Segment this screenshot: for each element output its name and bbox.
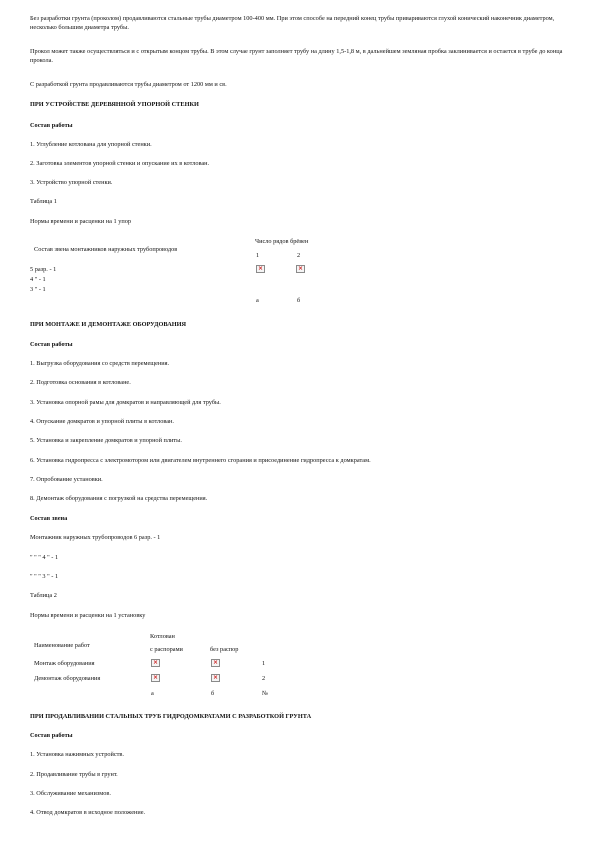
work-step: 4. Опускание домкратов и упорной плиты в котлован. [30, 418, 174, 425]
work-row-name: Монтаж оборудования [34, 660, 95, 667]
table-title: Нормы времени и расценки на 1 упор [30, 218, 132, 225]
crew-row: 3 " - 1 [30, 286, 46, 293]
crew-row: 5 разр. - 1 [30, 266, 57, 273]
broken-image-icon: × [152, 674, 159, 681]
work-step: 1. Выгрузка оборудования со средств перемещения. [30, 360, 170, 367]
table-column-header: Состав звена монтажников наружных трубопроводов [34, 246, 178, 253]
work-step: 6. Установка гидропресса с электромотором или двигателем внутреннего сгорания и присоединение гидропресса к домкратам. [30, 457, 371, 464]
table-label: Таблица 1 [30, 198, 57, 205]
table-column-number: 1 [256, 252, 260, 259]
work-step: 4. Отвод домкратов в исходное положение. [30, 809, 146, 816]
table-group-header: Котлован [150, 633, 175, 640]
broken-image-icon: × [212, 674, 219, 681]
table-subheader: без распор [210, 646, 239, 653]
work-row-name: Демонтаж оборудования [34, 675, 101, 682]
broken-image-icon: × [152, 659, 159, 666]
broken-image-icon: × [257, 265, 264, 272]
work-composition-title: Состав работы [30, 341, 73, 348]
table-footer-letter: а [151, 690, 154, 697]
crew-composition-title: Состав звена [30, 515, 68, 522]
row-number: 2 [262, 675, 266, 682]
intro-paragraph-2: Прокол может также осуществляться и с открытым концом трубы. В этом случае грунт заполняет трубу на длину 1,5-1,8 м, в дальнейшем земляная пробка заклинивается и остается в трубе до конца прокола. [30, 48, 563, 64]
work-composition-title: Состав работы [30, 122, 73, 129]
table-footer-letter: б [211, 690, 215, 697]
table-footer-letter: а [256, 297, 259, 304]
work-step: 1. Углубление котлована для упорной стенки. [30, 141, 152, 148]
crew-line: Монтажник наружных трубопроводов 6 разр. - 1 [30, 534, 161, 541]
intro-paragraph-3: С разработкой грунта продавливаются трубы диаметром от 1200 мм и св. [30, 81, 227, 88]
table-title: Нормы времени и расценки на 1 установку [30, 612, 146, 619]
table-footer-letter: б [297, 297, 301, 304]
work-composition-title: Состав работы [30, 732, 73, 739]
table-column-number: 2 [297, 252, 301, 259]
section-heading-hydraulic-jacks: ПРИ ПРОДАВЛИВАНИИ СТАЛЬНЫХ ТРУБ ГИДРОДОМКРАТАМИ С РАЗРАБОТКОЙ ГРУНТА [30, 713, 312, 720]
work-step: 2. Заготовка элементов упорной стенки и опускание их в котлован. [30, 160, 210, 167]
broken-image-icon: × [297, 265, 304, 272]
section-heading-wooden-wall: ПРИ УСТРОЙСТВЕ ДЕРЕВЯННОЙ УПОРНОЙ СТЕНКИ [30, 101, 199, 108]
work-step: 5. Установка и закрепление домкратов и упорной плиты. [30, 437, 182, 444]
crew-line: " " " 3 " - 1 [30, 573, 59, 580]
work-step: 7. Опробование установки. [30, 476, 103, 483]
crew-row: 4 " - 1 [30, 276, 46, 283]
crew-line: " " " 4 " - 1 [30, 554, 59, 561]
table-column-header: Наименование работ [34, 642, 90, 649]
table-subheader: с распорами [150, 646, 183, 653]
row-number: 1 [262, 660, 266, 667]
work-step: 3. Обслуживание механизмов. [30, 790, 111, 797]
table-group-header: Число рядов брёвен [255, 238, 309, 245]
broken-image-icon: × [212, 659, 219, 666]
work-step: 2. Подготовка основания в котловане. [30, 379, 131, 386]
work-step: 8. Демонтаж оборудования с погрузкой на средства перемещения. [30, 495, 208, 502]
table-label: Таблица 2 [30, 592, 57, 599]
work-step: 2. Продавливание трубы в грунт. [30, 771, 118, 778]
work-step: 3. Устройство упорной стенки. [30, 179, 113, 186]
work-step: 3. Установка опорной рамы для домкратов и направляющей для трубы. [30, 399, 221, 406]
intro-paragraph-1: Без разработки грунта (проколом) продавливаются стальные трубы диаметром 100-400 мм. При этом способе на передний конец трубы привариваются глухой конический наконечник диаметром, несколько большим диаметра трубы. [30, 15, 555, 31]
table-footer-number-sign: № [262, 690, 269, 697]
work-step: 1. Установка нажимных устройств. [30, 751, 124, 758]
section-heading-equipment: ПРИ МОНТАЖЕ И ДЕМОНТАЖЕ ОБОРУДОВАНИЯ [30, 321, 187, 328]
